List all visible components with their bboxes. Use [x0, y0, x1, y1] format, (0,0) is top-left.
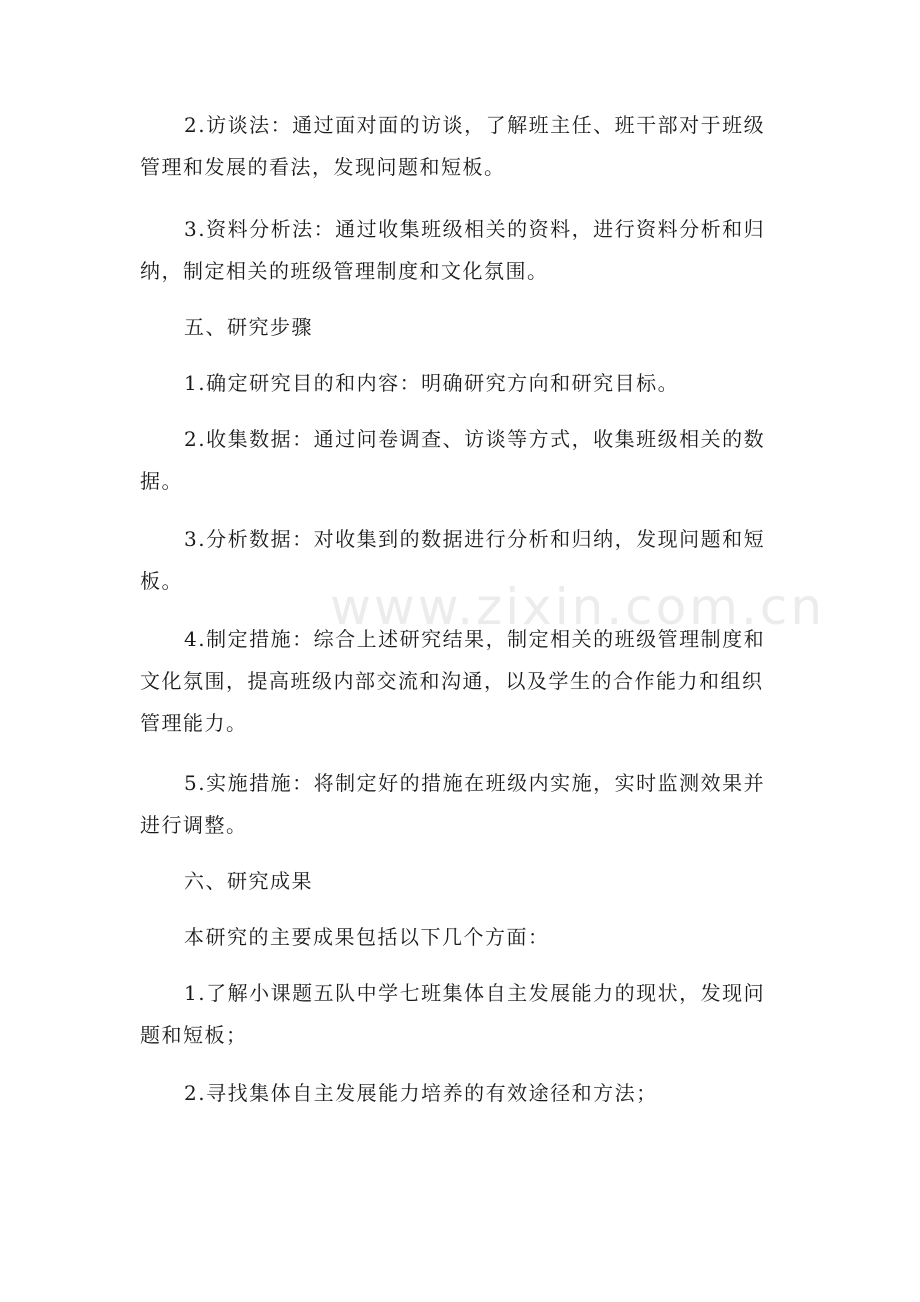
- paragraph-step-2: 2.收集数据：通过问卷调查、访谈等方式，收集班级相关的数据。: [140, 427, 766, 493]
- paragraph-step-1: 1.确定研究目的和内容：明确研究方向和研究目标。: [184, 371, 680, 395]
- paragraph-step-4: 4.制定措施：综合上述研究结果，制定相关的班级管理制度和文化氛围，提高班级内部交流和沟通，以及学生的合作能力和组织管理能力。: [140, 627, 766, 735]
- paragraph-result-1: 1.了解小课题五队中学七班集体自主发展能力的现状，发现问题和短板；: [140, 981, 766, 1047]
- paragraph-step-3: 3.分析数据：对收集到的数据进行分析和归纳，发现问题和短板。: [140, 527, 766, 593]
- watermark: www.zixin.com.cn: [330, 578, 826, 636]
- section-heading-research-steps: 五、研究步骤: [184, 315, 313, 339]
- paragraph-results-intro: 本研究的主要成果包括以下几个方面：: [184, 925, 550, 949]
- paragraph-interview-method: 2.访谈法：通过面对面的访谈，了解班主任、班干部对于班级管理和发展的看法，发现问题和短板。: [140, 113, 766, 179]
- paragraph-step-5: 5.实施措施：将制定好的措施在班级内实施，实时监测效果并进行调整。: [140, 771, 766, 837]
- paragraph-data-analysis-method: 3.资料分析法：通过收集班级相关的资料，进行资料分析和归纳，制定相关的班级管理制度和文化氛围。: [140, 217, 766, 283]
- section-heading-research-results: 六、研究成果: [184, 869, 313, 893]
- paragraph-result-2: 2.寻找集体自主发展能力培养的有效途径和方法；: [184, 1081, 658, 1105]
